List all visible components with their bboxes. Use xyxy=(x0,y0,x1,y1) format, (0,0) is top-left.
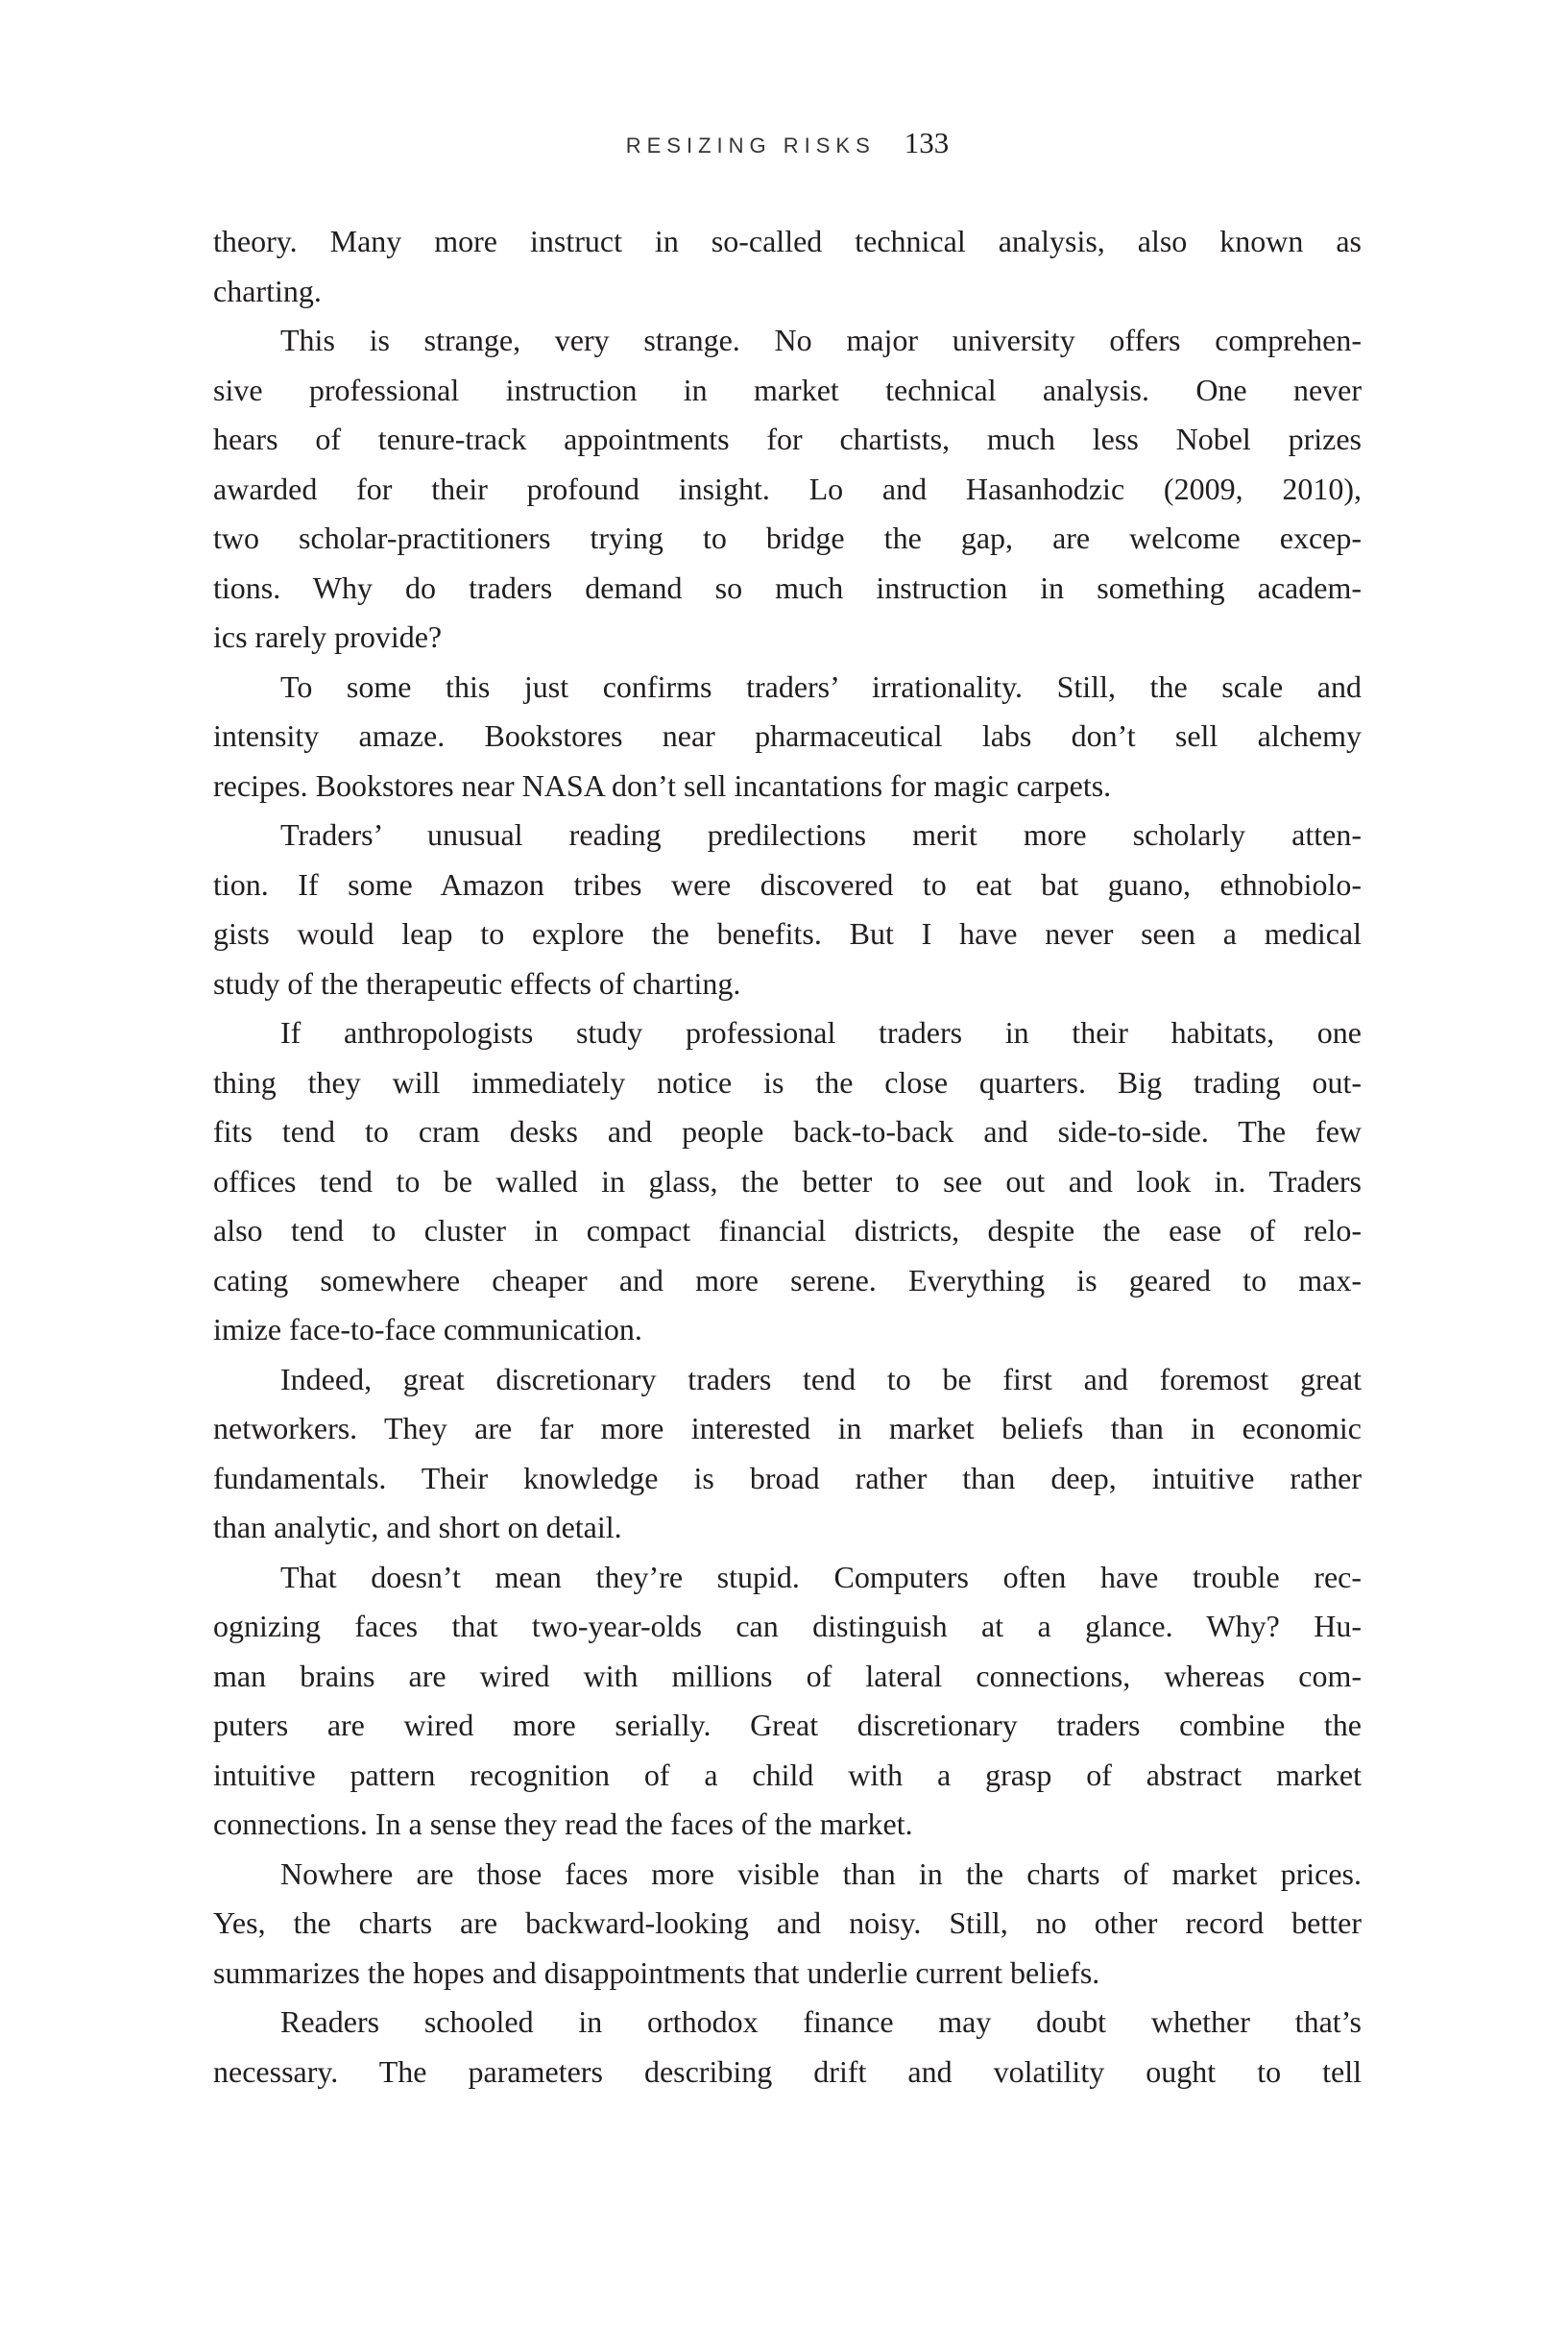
text-line: That doesn’t mean they’re stupid. Computers often have trouble rec- xyxy=(280,1559,1362,1594)
text-line: fundamentals. Their knowledge is broad rather than deep, intuitive rather xyxy=(213,1460,1362,1495)
text-line: summarizes the hopes and disappointments that underlie current beliefs. xyxy=(213,1954,1100,1990)
paragraph xyxy=(213,811,1362,1008)
text-line: Yes, the charts are backward-looking and noisy. Still, no other record better xyxy=(213,1905,1362,1940)
paragraph xyxy=(213,1553,1362,1850)
text-line: intuitive pattern recognition of a child with a grasp of abstract market xyxy=(213,1757,1362,1792)
paragraph xyxy=(213,1850,1362,1999)
text-line: gists would leap to explore the benefits. But I have never seen a medical xyxy=(213,916,1362,951)
page-number: 133 xyxy=(904,126,950,159)
text-line: two scholar-practitioners trying to bridge the gap, are welcome excep- xyxy=(213,521,1362,555)
text-block xyxy=(213,217,1362,2097)
text-line: connections. In a sense they read the faces of the market. xyxy=(213,1806,913,1841)
text-line: imize face-to-face communication. xyxy=(213,1312,642,1346)
text-line: offices tend to be walled in glass, the better to see out and look in. Traders xyxy=(213,1163,1362,1199)
text-line: thing they will immediately notice is the close quarters. Big trading out- xyxy=(213,1064,1362,1100)
text-line: ics rarely provide? xyxy=(213,619,443,654)
text-line: This is strange, very strange. No major university offers comprehen- xyxy=(280,323,1362,357)
paragraph xyxy=(213,663,1362,812)
paragraph xyxy=(213,217,1362,316)
text-line: man brains are wired with millions of lateral connections, whereas com- xyxy=(213,1658,1362,1693)
text-line: sive professional instruction in market technical analysis. One never xyxy=(213,372,1362,407)
text-line: intensity amaze. Bookstores near pharmaceutical labs don’t sell alchemy xyxy=(213,718,1362,753)
text-line: If anthropologists study professional traders in their habitats, one xyxy=(280,1015,1362,1050)
paragraph xyxy=(213,1355,1362,1553)
paragraph xyxy=(213,1008,1362,1355)
text-line: cating somewhere cheaper and more serene. Everything is geared to max- xyxy=(213,1262,1362,1297)
text-line: puters are wired more serially. Great discretionary traders combine the xyxy=(213,1708,1362,1742)
text-line: tion. If some Amazon tribes were discovered to eat bat guano, ethnobiolo- xyxy=(213,866,1362,902)
paragraph xyxy=(213,316,1362,663)
text-line: Traders’ unusual reading predilections merit more scholarly atten- xyxy=(280,817,1362,852)
text-line: hears of tenure-track appointments for chartists, much less Nobel prizes xyxy=(213,422,1362,456)
paragraph xyxy=(213,1998,1362,2097)
text-line: tions. Why do traders demand so much instruction in something academ- xyxy=(213,570,1362,605)
text-line: recipes. Bookstores near NASA don’t sell incantations for magic carpets. xyxy=(213,767,1112,803)
text-line: Nowhere are those faces more visible than in the charts of market prices. xyxy=(280,1855,1362,1891)
text-line: ognizing faces that two-year-olds can distinguish at a glance. Why? Hu- xyxy=(213,1609,1362,1643)
text-line: also tend to cluster in compact financial districts, despite the ease of relo- xyxy=(213,1213,1362,1248)
text-line: theory. Many more instruct in so-called technical analysis, also known as xyxy=(213,224,1362,258)
text-line: networkers. They are far more interested in market beliefs than in economic xyxy=(213,1411,1362,1445)
running-head: RESIZING RISKS xyxy=(625,133,876,158)
text-line: To some this just confirms traders’ irrationality. Still, the scale and xyxy=(280,668,1362,704)
text-line: study of the therapeutic effects of charting. xyxy=(213,965,741,1001)
text-line: Readers schooled in orthodox finance may doubt whether that’s xyxy=(280,2004,1362,2039)
text-line: than analytic, and short on detail. xyxy=(213,1510,622,1544)
text-line: fits tend to cram desks and people back-to-back and side-to-side. The few xyxy=(213,1114,1362,1149)
page-header xyxy=(213,126,1362,160)
text-line: necessary. The parameters describing drift and volatility ought to tell xyxy=(213,2053,1362,2089)
text-line: charting. xyxy=(213,273,322,308)
text-line: awarded for their profound insight. Lo and Hasanhodzic (2009, 2010), xyxy=(213,471,1362,506)
text-line: Indeed, great discretionary traders tend to be first and foremost great xyxy=(280,1361,1362,1396)
